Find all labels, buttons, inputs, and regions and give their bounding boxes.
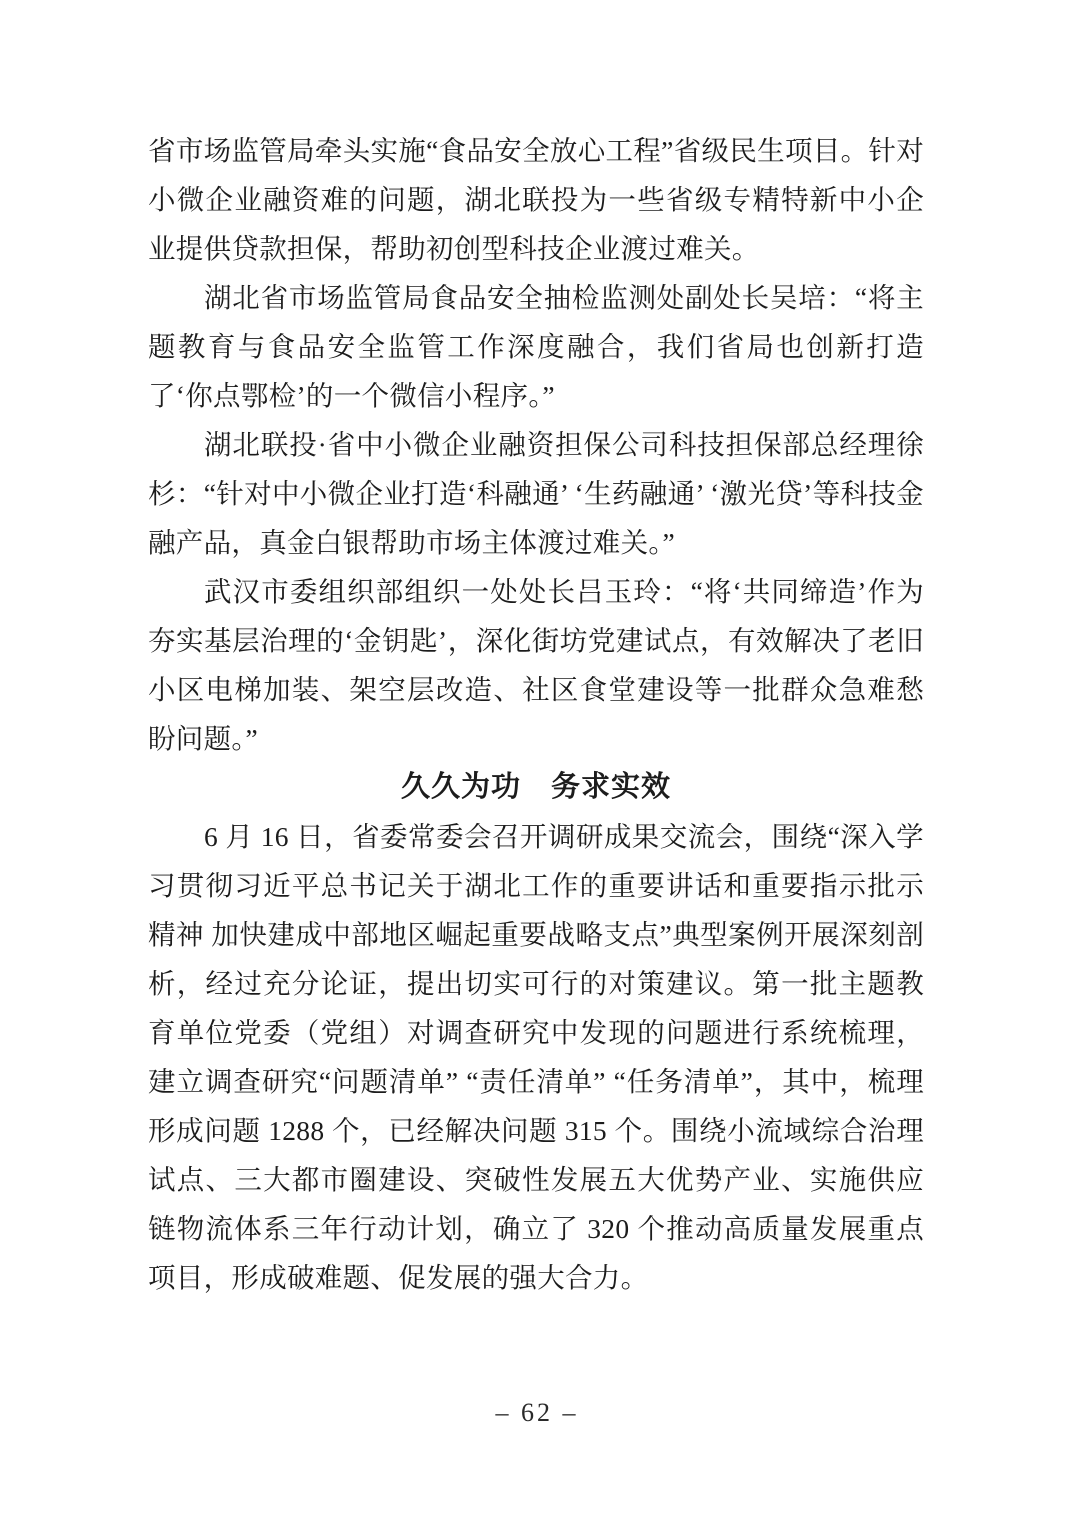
page-footer — [0, 1398, 1074, 1428]
paragraph-continuation: 省市场监管局牵头实施“食品安全放心工程”省级民生项目。针对小微企业融资难的问题，湖北联投为一些省级专精特新中小企业提供贷款担保，帮助初创型科技企业渡过难关。 — [148, 135, 924, 264]
paragraph-quote-lvyuling: 武汉市委组织部组织一处处长吕玉玲：“将‘共同缔造’作为夯实基层治理的‘金钥匙’，深化街坊党建试点，有效解决了老旧小区电梯加装、架空层改造、社区食堂建设等一批群众急难愁盼问题。” — [148, 576, 924, 754]
paragraph-summary: 6 月 16 日，省委常委会召开调研成果交流会，围绕“深入学习贯彻习近平总书记关于湖北工作的重要讲话和重要指示批示精神 加快建成中部地区崛起重要战略支点”典型案例开展深刻剖析，经过充分论证，提出切实可行的对策建议。第一批主题教育单位党委（党组）对调查研究中发现的问题进行系统梳理，建立调查研究“问题清单” “责任清单” “任务清单”，其中，梳理形成问题 1288 个，已经解决问题 315 个。围绕小流域综合治理试点、三大都市圈建设、突破性发展五大优势产业、实施供应链物流体系三年行动计划，确立了 320 个推动高质量发展重点项目，形成破难题、促发展的强大合力。 — [148, 821, 924, 1293]
section-heading: 久久为功 务求实效 — [400, 771, 671, 803]
paragraph-quote-xushan: 湖北联投·省中小微企业融资担保公司科技担保部总经理徐杉：“针对中小微企业打造‘科融通’ ‘生药融通’ ‘激光贷’等科技金融产品，真金白银帮助市场主体渡过难关。” — [148, 429, 924, 558]
paragraph-quote-wupei: 湖北省市场监管局食品安全抽检监测处副处长吴培：“将主题教育与食品安全监管工作深度融合，我们省局也创新打造了‘你点鄂检’的一个微信小程序。” — [148, 282, 924, 411]
page-number: – 62 – — [495, 1398, 579, 1427]
document-body — [148, 126, 924, 1302]
